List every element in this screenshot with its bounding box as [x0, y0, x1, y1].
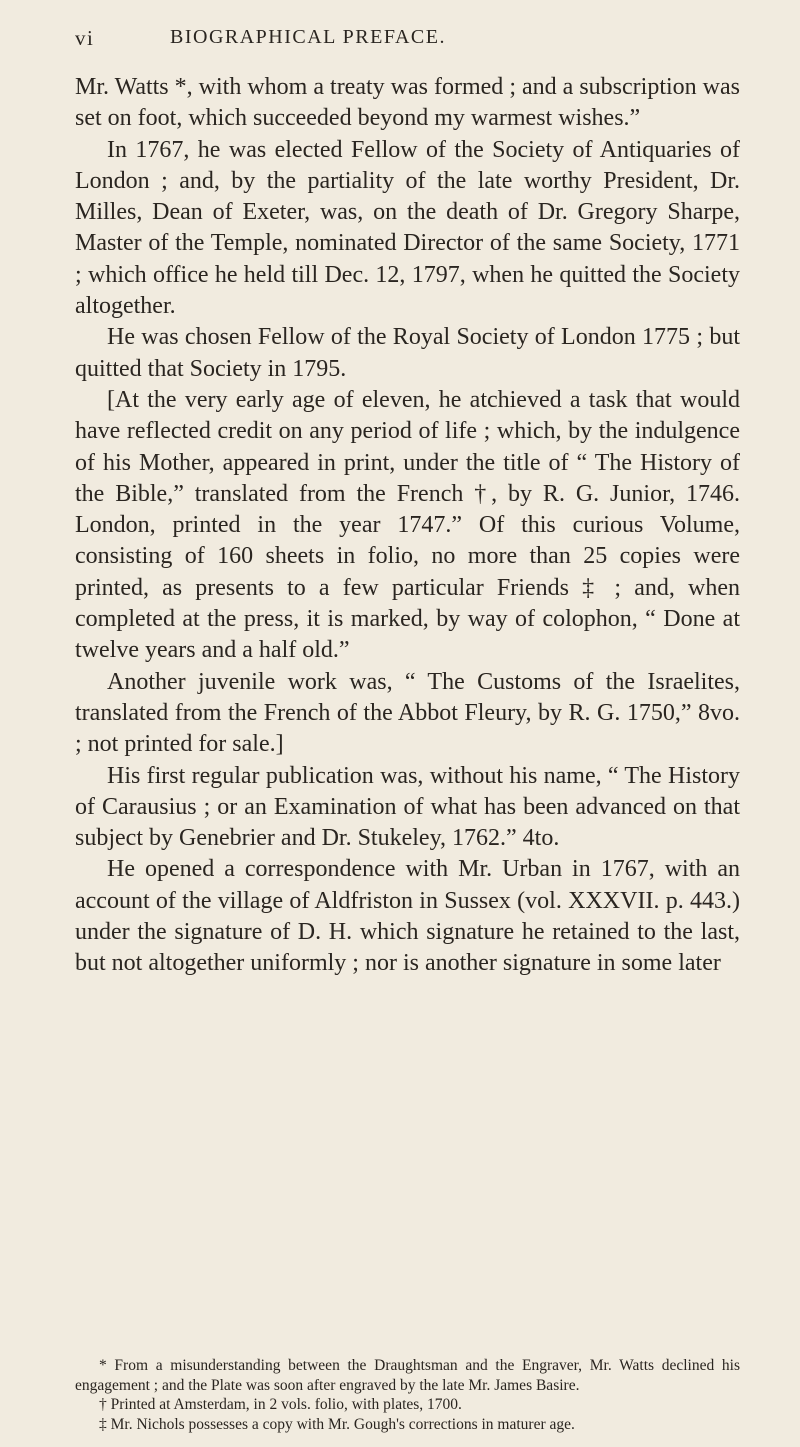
- page-number: vi: [75, 26, 95, 50]
- running-head: BIOGRAPHICAL PREFACE.: [170, 26, 446, 48]
- paragraph-royal-society: He was chosen Fellow of the Royal Society of London 1775 ; but quitted that Society in 1795.: [75, 324, 740, 382]
- page-header: [75, 20, 745, 60]
- paragraph-history-of-bible: [At the very early age of eleven, he atchieved a task that would have reflected credit on any period of life ; which, by the indulgence of his Mother, appeared in print, under the title of “ The History of the Bible,” translated from the French †, by R. G. Junior, 1746. London, printed in the year 1747.” Of this curious Volume, consisting of 160 sheets in folio, no more than 25 copies were printed, as presents to a few particular Friends ‡ ; and, when completed at the press, it is marked, by way of colophon, “ Done at twelve years and a half old.”: [75, 386, 740, 664]
- footnote-double-dagger: ‡ Mr. Nichols possesses a copy with Mr. Gough's corrections in maturer age.: [99, 1415, 575, 1433]
- paragraph-urban-correspondence: He opened a correspondence with Mr. Urban in 1767, with an account of the village of Aldfriston in Sussex (vol. XXXVII. p. 443.) under the signature of D. H. which signature he retained to the last, but not altogether uniformly ; nor is another signature in some later: [75, 856, 740, 977]
- paragraph-customs-israelites: Another juvenile work was, “ The Customs of the Israelites, translated from the French of the Abbot Fleury, by R. G. 1750,” 8vo. ; not printed for sale.]: [75, 668, 740, 758]
- paragraph-carausius: His first regular publication was, without his name, “ The History of Carausius ; or an Examination of what has been advanced on that subject by Genebrier and Dr. Stukeley, 1762.” 4to.: [75, 762, 740, 852]
- paragraph-continued: Mr. Watts *, with whom a treaty was formed ; and a subscription was set on foot, which succeeded beyond my warmest wishes.”: [75, 74, 740, 132]
- paragraph-antiquaries: In 1767, he was elected Fellow of the Society of Antiquaries of London ; and, by the partiality of the late worthy President, Dr. Milles, Dean of Exeter, was, on the death of Dr. Gregory Sharpe, Master of the Temple, nominated Director of the same Society, 1771 ; which office he held till Dec. 12, 1797, when he quitted the Society altogether.: [75, 136, 740, 320]
- footnote-asterisk: * From a misunderstanding between the Draughtsman and the Engraver, Mr. Watts declined his engagement ; and the Plate was soon after engraved by the late Mr. James Basire.: [75, 1357, 740, 1394]
- footnote-dagger: † Printed at Amsterdam, in 2 vols. folio, with plates, 1700.: [99, 1396, 462, 1413]
- body-text: [75, 72, 740, 980]
- footnotes: [75, 1356, 740, 1434]
